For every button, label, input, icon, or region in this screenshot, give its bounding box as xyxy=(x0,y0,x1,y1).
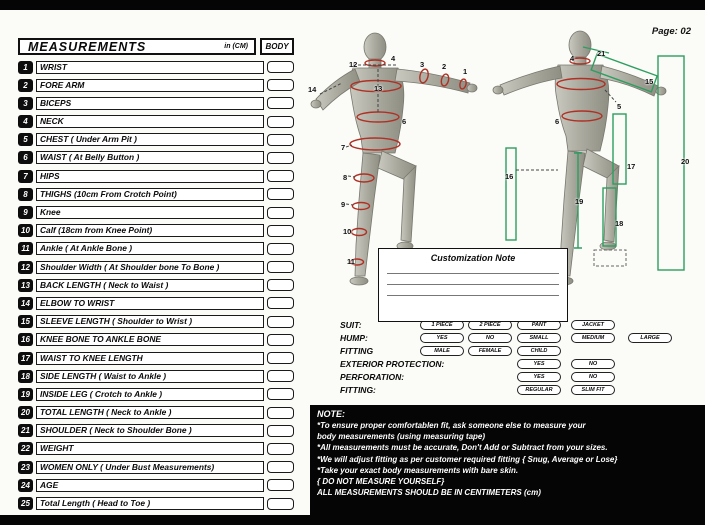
option-chip[interactable]: MALE xyxy=(420,346,464,356)
option-chip[interactable]: NO xyxy=(468,333,512,343)
measurement-row xyxy=(18,278,294,292)
figure-marker-number: 20 xyxy=(681,157,690,166)
row-number-badge: 2 xyxy=(18,79,33,92)
measurement-label: WAIST ( At Belly Button ) xyxy=(36,151,264,164)
body-value-box[interactable] xyxy=(267,352,294,364)
option-row-hump xyxy=(340,333,692,346)
figure-marker-number: 14 xyxy=(308,85,317,94)
body-value-box[interactable] xyxy=(267,116,294,128)
note-line: ALL MEASUREMENTS SHOULD BE IN CENTIMETERS (cm) xyxy=(317,488,541,498)
option-chip[interactable]: FEMALE xyxy=(468,346,512,356)
body-value-box[interactable] xyxy=(267,297,294,309)
measurement-label: BICEPS xyxy=(36,97,264,110)
figure-marker-number: 1 xyxy=(463,67,468,76)
measurement-label: WAIST TO KNEE LENGTH xyxy=(36,352,264,365)
measurements-title: MEASUREMENTS xyxy=(28,39,147,54)
measurements-unit: in (CM) xyxy=(224,43,248,50)
row-number-badge: 5 xyxy=(18,133,33,146)
letterbox-top xyxy=(0,0,705,10)
option-chip[interactable]: SMALL xyxy=(517,333,561,343)
figure-marker-number: 3 xyxy=(420,60,425,69)
figure-marker-number: 2 xyxy=(442,62,447,71)
measurements-table xyxy=(18,38,294,515)
row-number-badge: 23 xyxy=(18,461,33,474)
row-number-badge: 17 xyxy=(18,352,33,365)
row-number-badge: 10 xyxy=(18,224,33,237)
body-column-header: BODY xyxy=(260,38,294,55)
measurement-row xyxy=(18,442,294,456)
option-label: HUMP: xyxy=(340,333,368,343)
row-number-badge: 6 xyxy=(18,151,33,164)
measurement-row xyxy=(18,460,294,474)
row-number-badge: 22 xyxy=(18,442,33,455)
measurement-label: FORE ARM xyxy=(36,79,264,92)
measurement-label: AGE xyxy=(36,479,264,492)
measurement-label: TOTAL LENGTH ( Neck to Ankle ) xyxy=(36,406,264,419)
row-number-badge: 3 xyxy=(18,97,33,110)
option-chip[interactable]: CHILD xyxy=(517,346,561,356)
option-chip[interactable]: LARGE xyxy=(628,333,672,343)
measurement-rows xyxy=(18,60,294,511)
option-label: EXTERIOR PROTECTION: xyxy=(340,359,445,369)
figure-marker-number: 6 xyxy=(402,117,407,126)
measurement-row xyxy=(18,206,294,220)
body-value-box[interactable] xyxy=(267,498,294,510)
figure-marker-number: 18 xyxy=(615,219,624,228)
measurement-label: Calf (18cm from Knee Point) xyxy=(36,224,264,237)
body-value-box[interactable] xyxy=(267,370,294,382)
note-line: *Take your exact body measurements with bare skin. xyxy=(317,465,519,475)
letterbox-bottom xyxy=(0,515,705,525)
body-value-box[interactable] xyxy=(267,97,294,109)
figure-marker-number: 5 xyxy=(617,102,622,111)
row-number-badge: 15 xyxy=(18,315,33,328)
figure-marker-number: 4 xyxy=(391,54,396,63)
measurement-row xyxy=(18,478,294,492)
body-value-box[interactable] xyxy=(267,425,294,437)
measurement-row xyxy=(18,406,294,420)
row-number-badge: 16 xyxy=(18,333,33,346)
measurement-label: THIGHS (10cm From Crotch Point) xyxy=(36,188,264,201)
form-page xyxy=(0,10,705,515)
options-section xyxy=(340,320,692,398)
measurement-label: SHOULDER ( Neck to Shoulder Bone ) xyxy=(36,424,264,437)
row-number-badge: 13 xyxy=(18,279,33,292)
measurement-label: BACK LENGTH ( Neck to Waist ) xyxy=(36,279,264,292)
option-chip[interactable]: PANT xyxy=(517,320,561,330)
note-section xyxy=(310,405,705,515)
body-value-box[interactable] xyxy=(267,279,294,291)
option-chip[interactable]: YES xyxy=(517,372,561,382)
figure-marker-number: 7 xyxy=(341,143,346,152)
measurement-row xyxy=(18,133,294,147)
body-value-box[interactable] xyxy=(267,316,294,328)
measurement-label: WOMEN ONLY ( Under Bust Measurements) xyxy=(36,461,264,474)
measurements-title-box xyxy=(18,38,256,55)
note-line: body measurements (using measuring tape) xyxy=(317,432,486,442)
note-line: *We will adjust fitting as per customer required fitting { Snug, Average or Lose} xyxy=(317,454,618,464)
option-chip[interactable]: 2 PIECE xyxy=(468,320,512,330)
measurement-row xyxy=(18,351,294,365)
option-chip[interactable]: MEDIUM xyxy=(571,333,615,343)
option-row-fitting-gender xyxy=(340,346,692,359)
ruled-line xyxy=(387,284,559,285)
measurement-row xyxy=(18,187,294,201)
body-value-box[interactable] xyxy=(267,407,294,419)
row-number-badge: 24 xyxy=(18,479,33,492)
measurement-row xyxy=(18,169,294,183)
option-chip[interactable]: 1 PIECE xyxy=(420,320,464,330)
option-chip[interactable]: YES xyxy=(420,333,464,343)
measurement-row xyxy=(18,296,294,310)
body-value-box[interactable] xyxy=(267,79,294,91)
measurement-label: SLEEVE LENGTH ( Shoulder to Wrist ) xyxy=(36,315,264,328)
option-chip[interactable]: NO xyxy=(571,372,615,382)
measurement-row xyxy=(18,369,294,383)
option-chip[interactable]: JACKET xyxy=(571,320,615,330)
body-value-box[interactable] xyxy=(267,243,294,255)
option-row-fitting-cut xyxy=(340,385,692,398)
body-value-box[interactable] xyxy=(267,479,294,491)
measurement-row xyxy=(18,60,294,74)
measurement-label: Shoulder Width ( At Shoulder bone To Bone ) xyxy=(36,261,264,274)
option-label: PERFORATION: xyxy=(340,372,405,382)
measurement-row xyxy=(18,260,294,274)
measurement-row xyxy=(18,224,294,238)
option-chip[interactable]: SLIM FIT xyxy=(571,385,615,395)
figure-marker-number: 21 xyxy=(597,49,606,58)
foot-platform-front xyxy=(594,250,626,266)
measurement-label: ELBOW TO WRIST xyxy=(36,297,264,310)
measurement-row xyxy=(18,424,294,438)
measurement-label: Ankle ( At Ankle Bone ) xyxy=(36,242,264,255)
measurements-header xyxy=(18,38,294,55)
measurement-label: WRIST xyxy=(36,61,264,74)
body-value-box[interactable] xyxy=(267,225,294,237)
ruled-line xyxy=(387,273,559,274)
customization-note-box[interactable] xyxy=(378,248,568,322)
option-row-perforation xyxy=(340,372,692,385)
figure-marker-number: 11 xyxy=(347,257,355,266)
row-number-badge: 18 xyxy=(18,370,33,383)
measurement-row xyxy=(18,151,294,165)
measurement-label: WEIGHT xyxy=(36,442,264,455)
row-number-badge: 19 xyxy=(18,388,33,401)
figure-marker-number: 10 xyxy=(343,227,352,236)
customization-note-title: Customization Note xyxy=(430,253,516,263)
body-value-box[interactable] xyxy=(267,461,294,473)
option-label: FITTING xyxy=(340,346,374,356)
figure-marker-number: 6 xyxy=(555,117,560,126)
note-line: *To ensure proper comfortablen fit, ask someone else to measure your xyxy=(317,421,586,430)
row-number-badge: 4 xyxy=(18,115,33,128)
measurement-label: Knee xyxy=(36,206,264,219)
figure-marker-number: 12 xyxy=(349,60,358,69)
row-number-badge: 9 xyxy=(18,206,33,219)
row-number-badge: 7 xyxy=(18,170,33,183)
measurement-row xyxy=(18,96,294,110)
measurement-label: NECK xyxy=(36,115,264,128)
ruled-line xyxy=(387,295,559,296)
body-value-box[interactable] xyxy=(267,334,294,346)
body-value-box[interactable] xyxy=(267,207,294,219)
figure-marker-number: 8 xyxy=(343,173,348,182)
row-number-badge: 1 xyxy=(18,61,33,74)
page-number: Page: 02 xyxy=(651,26,691,37)
body-value-box[interactable] xyxy=(267,443,294,455)
measurement-row xyxy=(18,78,294,92)
measurement-row xyxy=(18,333,294,347)
option-chip[interactable]: REGULAR xyxy=(517,385,561,395)
body-value-box[interactable] xyxy=(267,388,294,400)
row-number-badge: 20 xyxy=(18,406,33,419)
row-number-badge: 21 xyxy=(18,424,33,437)
note-title: NOTE: xyxy=(317,409,345,419)
body-value-box[interactable] xyxy=(267,188,294,200)
row-number-badge: 12 xyxy=(18,261,33,274)
figure-marker-number: 9 xyxy=(341,200,346,209)
measurement-row xyxy=(18,387,294,401)
body-value-box[interactable] xyxy=(267,261,294,273)
body-value-box[interactable] xyxy=(267,134,294,146)
option-label: SUIT: xyxy=(340,320,362,330)
figure-marker-number: 13 xyxy=(374,84,383,93)
option-row-exterior-protection xyxy=(340,359,692,372)
row-number-badge: 25 xyxy=(18,497,33,510)
measurement-row xyxy=(18,115,294,129)
option-label: FITTING: xyxy=(340,385,376,395)
note-line: { DO NOT MEASURE YOURSELF} xyxy=(317,477,445,487)
figure-marker-number: 15 xyxy=(645,77,654,86)
figure-marker-number: 17 xyxy=(627,162,636,171)
measurement-label: CHEST ( Under Arm Pit ) xyxy=(36,133,264,146)
measurement-label: Total Length ( Head to Toe ) xyxy=(36,497,264,510)
measurement-row xyxy=(18,242,294,256)
body-value-box[interactable] xyxy=(267,152,294,164)
measurement-label: HIPS xyxy=(36,170,264,183)
option-chip[interactable]: YES xyxy=(517,359,561,369)
measurement-row xyxy=(18,315,294,329)
measurement-label: INSIDE LEG ( Crotch to Ankle ) xyxy=(36,388,264,401)
note-line: *All measurements must be accurate, Don't Add or Subtract from your sizes. xyxy=(317,443,608,453)
figure-marker-number: 16 xyxy=(505,172,514,181)
measurement-row xyxy=(18,497,294,511)
row-number-badge: 11 xyxy=(18,242,33,255)
option-chip[interactable]: NO xyxy=(571,359,615,369)
figure-marker-number: 19 xyxy=(575,197,584,206)
body-value-box[interactable] xyxy=(267,61,294,73)
body-value-box[interactable] xyxy=(267,170,294,182)
row-number-badge: 14 xyxy=(18,297,33,310)
row-number-badge: 8 xyxy=(18,188,33,201)
figure-marker-number: 4 xyxy=(570,54,575,63)
measurement-label: KNEE BONE TO ANKLE BONE xyxy=(36,333,264,346)
measurement-label: SIDE LENGTH ( Waist to Ankle ) xyxy=(36,370,264,383)
